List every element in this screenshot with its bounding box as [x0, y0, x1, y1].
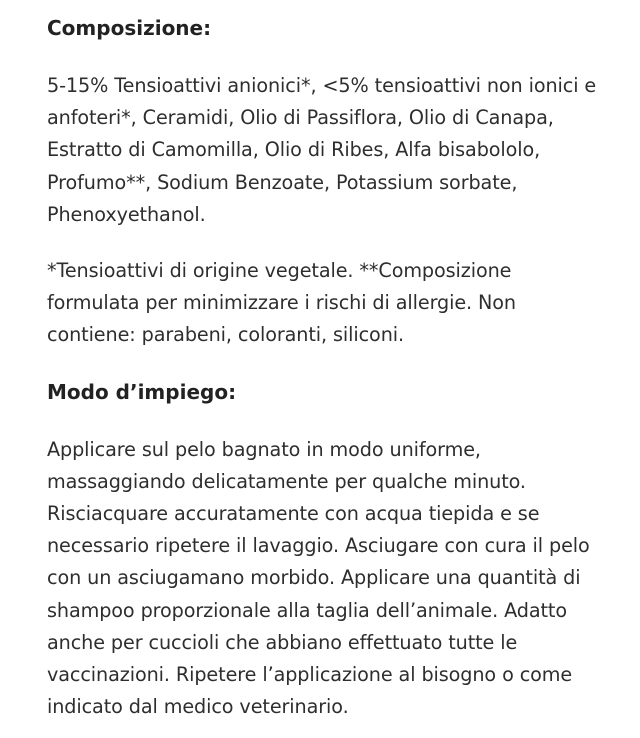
instructions-line: indicato dal medico veterinario.	[47, 695, 349, 719]
instructions-line: anche per cuccioli che abbiano effettuato tutte le	[47, 630, 518, 654]
usage-heading: Modo d’impiego:	[47, 379, 237, 404]
instructions-line: Applicare sul pelo bagnato in modo uniforme,	[47, 437, 481, 461]
instructions-line: con un asciugamano morbido. Applicare una quantità di	[47, 566, 581, 590]
ingredients-line: Phenoxyethanol.	[47, 202, 206, 226]
composition-ingredients	[47, 70, 620, 231]
usage-instructions	[47, 434, 620, 724]
instructions-line: vaccinazioni. Ripetere l’applicazione al bisogno o come	[47, 663, 573, 687]
notes-line: contiene: parabeni, coloranti, siliconi.	[47, 323, 404, 347]
instructions-line: shampoo proporzionale alla taglia dell’animale. Adatto	[47, 598, 567, 622]
ingredients-line: 5-15% Tensioattivi anionici*, <5% tensioattivi non ionici e	[47, 74, 597, 97]
instructions-line: Risciacquare accuratamente con acqua tiepida e se	[47, 502, 540, 526]
instructions-line: massaggiando delicatamente per qualche minuto.	[47, 469, 526, 493]
ingredients-line: anfoteri*, Ceramidi, Olio di Passiflora, Olio di Canapa,	[47, 106, 554, 130]
composition-notes	[47, 255, 620, 352]
notes-line: *Tensioattivi di origine vegetale. **Composizione	[47, 259, 512, 283]
instructions-line: necessario ripetere il lavaggio. Asciugare con cura il pelo	[47, 534, 590, 558]
spacer	[47, 231, 620, 255]
notes-line: formulata per minimizzare i rischi di allergie. Non	[47, 291, 516, 315]
composition-heading: Composizione:	[47, 16, 212, 40]
spacer	[47, 44, 620, 70]
spacer	[47, 352, 620, 376]
ingredients-line: Estratto di Camomilla, Olio di Ribes, Alfa bisabololo,	[47, 138, 541, 162]
spacer	[47, 408, 620, 434]
ingredients-line: Profumo**, Sodium Benzoate, Potassium sorbate,	[47, 170, 518, 194]
